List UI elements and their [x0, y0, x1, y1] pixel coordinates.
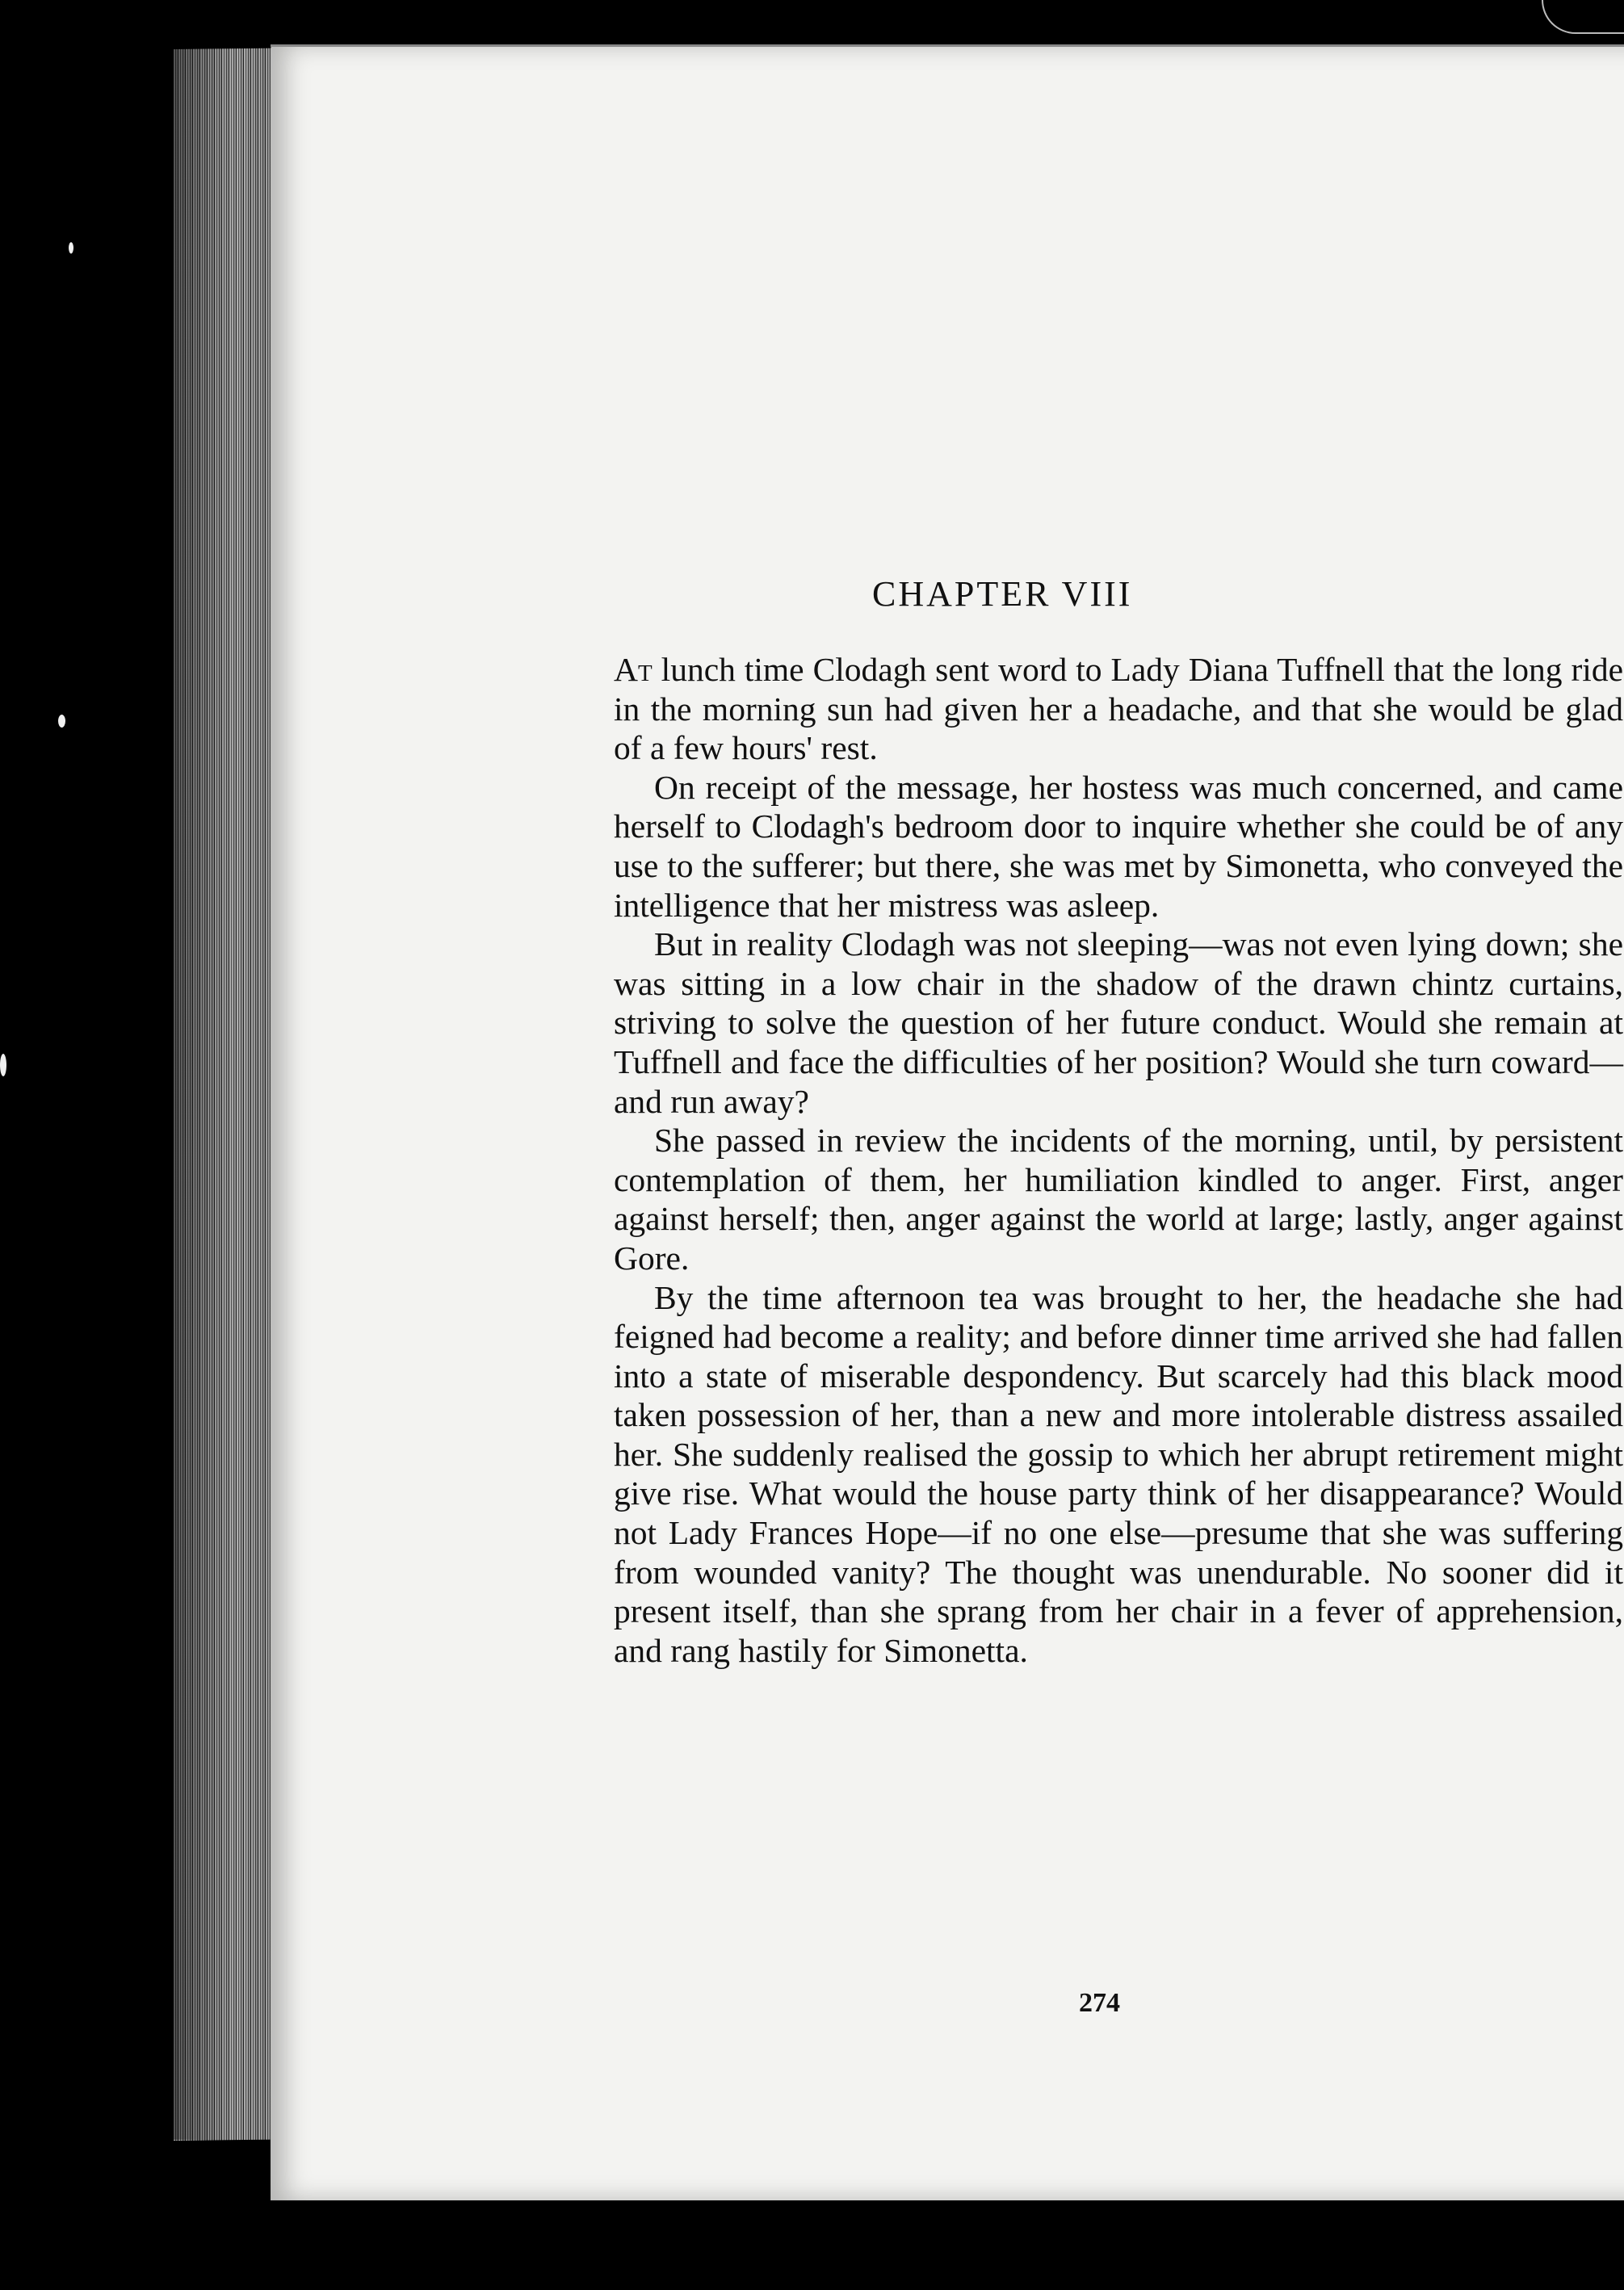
- page-number: 274: [1079, 1988, 1120, 2018]
- chapter-body: [614, 650, 1623, 1670]
- background-speck: [0, 1054, 6, 1076]
- page-top-edge: [271, 44, 1624, 47]
- chapter-heading: CHAPTER VIII: [872, 574, 1133, 614]
- paragraph-lead-word: At: [614, 651, 653, 688]
- corner-smudge: [1542, 0, 1624, 34]
- paragraph-text: By the time afternoon tea was brought to her, the headache she had feigned had become a reality; and before dinner time arrived she had fallen into a state of miserable despondency. But scarcely had this black mood taken possession of her, than a new and more intolerable distress assailed her. She suddenly realised the gossip to which her abrupt retirement might give rise. What would the house party think of her disappearance? Would not Lady Frances Hope—if no one else—presume that she was suffering from wounded vanity? The thought was unendurable. No sooner did it present itself, than she sprang from her chair in a fever of apprehension, and rang hastily for Simonetta.: [614, 1278, 1623, 1669]
- paragraph-text: On receipt of the message, her hostess was much concerned, and came herself to Clodagh's bedroom door to inquire whether she could be of any use to the sufferer; but there, she was met by Simonetta, who conveyed the intelligence that her mistress was asleep.: [614, 768, 1623, 924]
- paragraph-text: But in reality Clodagh was not sleeping—was not even lying down; she was sitting in a low chair in the shadow of the drawn chintz curtains, striving to solve the question of her future conduct. Would she remain at Tuffnell and face the difficulties of her position? Would she turn coward—and run away?: [614, 925, 1623, 1120]
- background-speck: [69, 242, 73, 254]
- paragraph: [614, 1278, 1623, 1671]
- background-speck: [58, 715, 65, 728]
- paragraph-text: She passed in review the incidents of the morning, until, by persistent contemplation of them, her humiliation kindled to anger. First, anger against herself; then, anger against the world at large; lastly, anger against Gore.: [614, 1122, 1623, 1277]
- paragraph: [614, 768, 1623, 925]
- paragraph: [614, 1121, 1623, 1277]
- paragraph-text: lunch time Clodagh sent word to Lady Diana Tuffnell that the long ride in the morning sun had given her a headache, and that she would be glad of a few hours' rest.: [614, 651, 1623, 767]
- paragraph: [614, 650, 1623, 768]
- paragraph: [614, 925, 1623, 1121]
